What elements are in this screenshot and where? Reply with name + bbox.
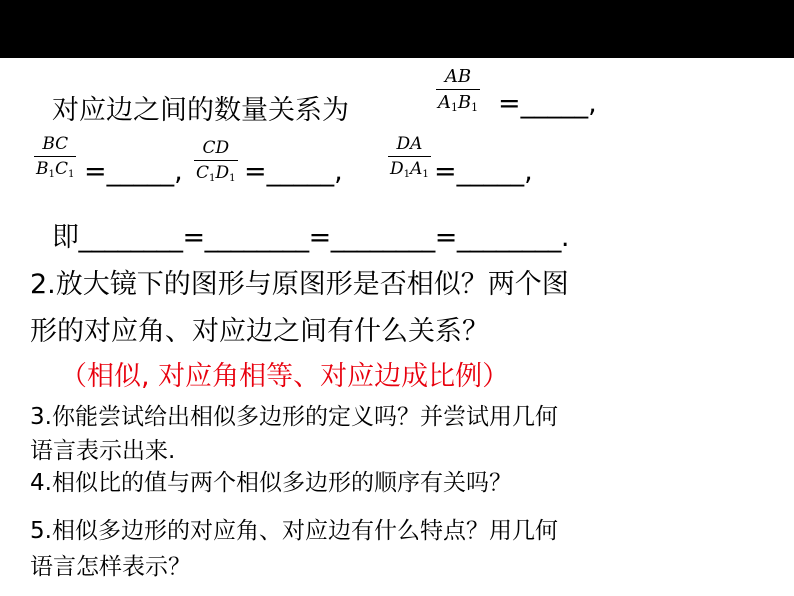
question-2-line-2: 形的对应角、对应边之间有什么关系？	[30, 316, 489, 347]
relation-ab-blank: =_____,	[498, 88, 597, 119]
question-5-line-1: 5.相似多边形的对应角、对应边有什么特点？用几何	[30, 518, 558, 544]
question-2-answer: （相似, 对应角相等、对应边成比例）	[60, 361, 510, 392]
question-5-line-2: 语言怎样表示？	[30, 554, 191, 580]
fraction-denominator: $D_1A_1$	[390, 159, 429, 180]
relation-cd-blank: =_____,	[244, 156, 343, 187]
fraction-bar	[34, 156, 76, 157]
fraction-bar	[194, 160, 238, 161]
fraction-da	[388, 134, 431, 180]
fraction-cd	[194, 138, 238, 184]
fraction-denominator: $B_1C_1$	[36, 159, 75, 180]
question-4: 4.相似比的值与两个相似多边形的顺序有关吗？	[30, 470, 512, 496]
question-2-line-1: 2.放大镜下的图形与原图形是否相似？两个图	[30, 269, 569, 300]
fraction-numerator: CD	[202, 138, 230, 158]
equality-chain: 即________=________=________=________.	[52, 222, 569, 253]
relation-intro: 对应边之间的数量关系为	[52, 95, 349, 126]
fraction-numerator: DA	[396, 134, 423, 154]
relation-bc-blank: =_____,	[84, 156, 183, 187]
fraction-denominator: $A_1B_1$	[438, 92, 478, 114]
question-3-line-2: 语言表示出来.	[30, 438, 176, 464]
title-bar	[0, 0, 794, 58]
fraction-numerator: BC	[42, 134, 69, 154]
fraction-denominator: $C_1D_1$	[196, 163, 236, 184]
fraction-ab	[436, 66, 480, 114]
question-3-line-1: 3.你能尝试给出相似多边形的定义吗？并尝试用几何	[30, 404, 558, 430]
relation-da-blank: =_____,	[434, 156, 533, 187]
fraction-numerator: AB	[444, 66, 472, 87]
fraction-bar	[436, 89, 480, 90]
fraction-bar	[388, 156, 431, 157]
fraction-bc	[34, 134, 76, 180]
